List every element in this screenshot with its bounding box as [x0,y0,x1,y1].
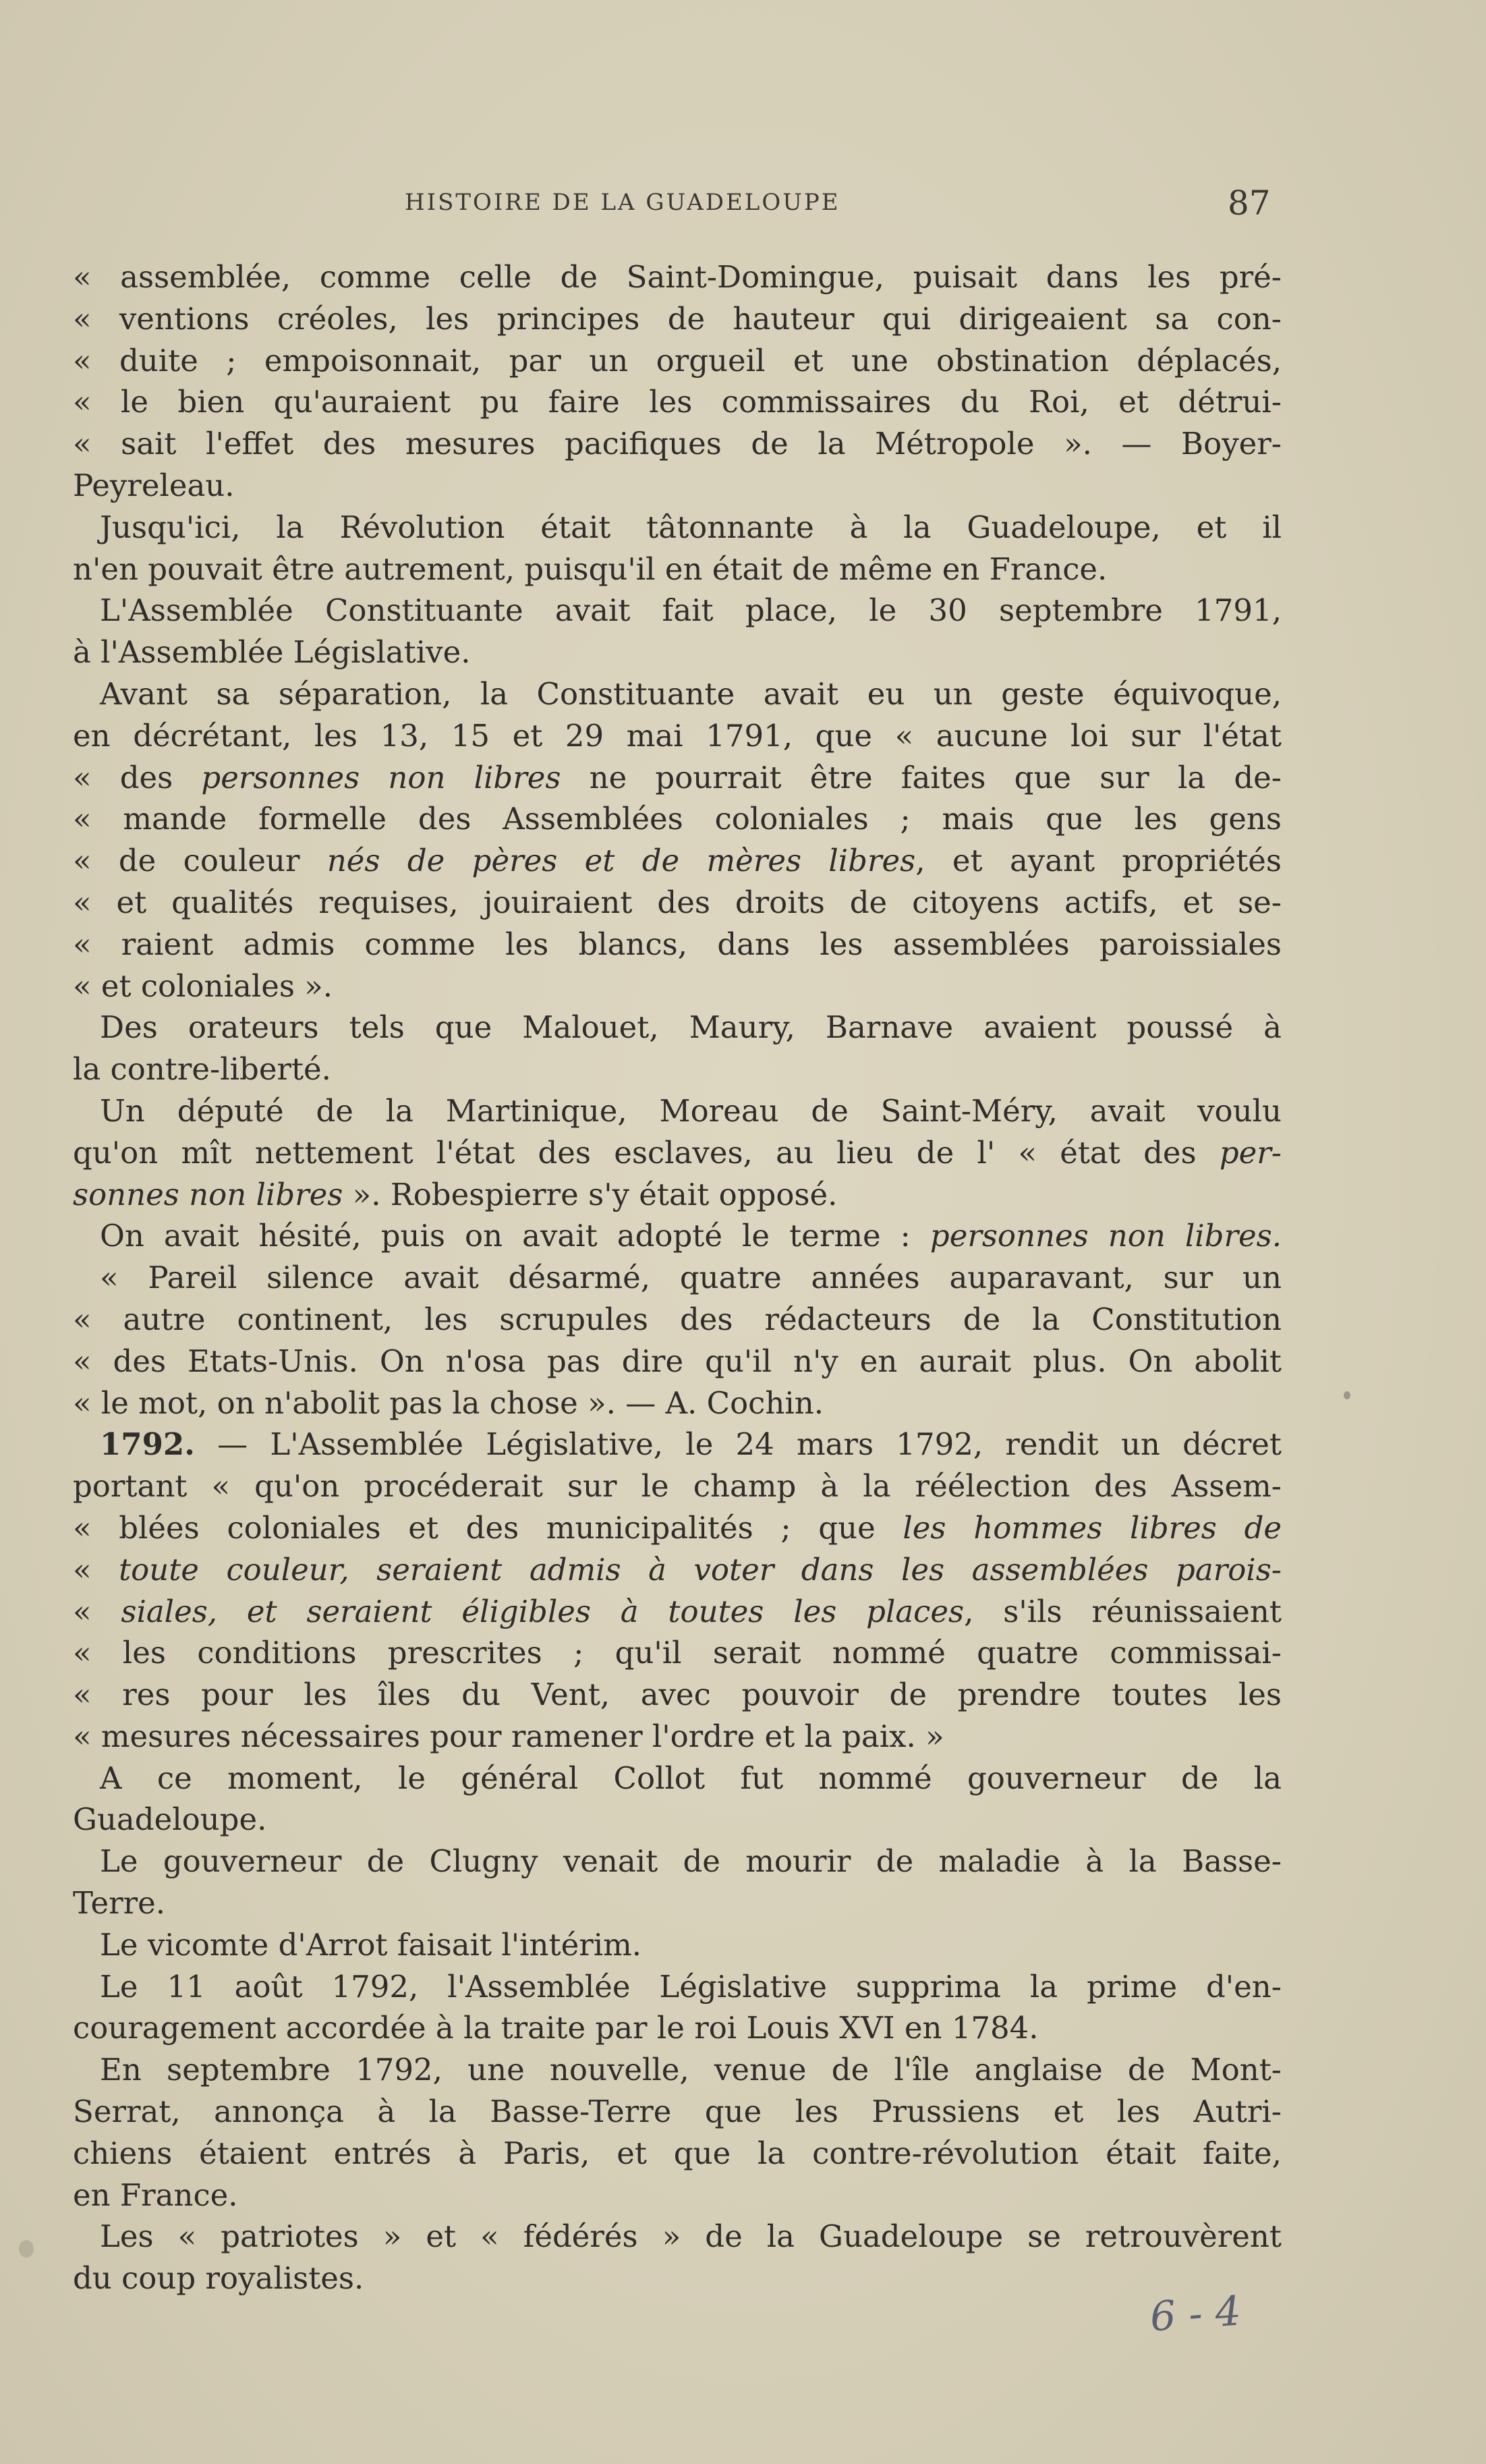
text-segment: sonnes non libres [73,1176,343,1212]
text-segment: du coup royalistes. [73,2260,364,2297]
text-segment: A ce moment, le général Collot fut nommé gouverneur de la [100,1760,1282,1796]
text-segment: « raient admis comme les blancs, dans les assemblées paroissiales [73,926,1282,962]
text-segment: toute couleur, seraient admis à voter dans les assemblées parois- [119,1551,1282,1588]
text-segment: « et coloniales ». [73,968,333,1004]
text-segment: qu'on mît nettement l'état des esclaves, au lieu de l' « état des [73,1134,1220,1171]
text-segment: L'Assemblée Constituante avait fait place, le 30 septembre 1791, [100,592,1282,629]
handwritten-note: 6 - 4 [1148,2287,1243,2341]
text-segment: Un député de la Martinique, Moreau de Saint-Méry, avait voulu [100,1092,1282,1129]
text-line [73,423,1282,465]
text-segment: Jusqu'ici, la Révolution était tâtonnante à la Guadeloupe, et il [100,509,1282,545]
text-line [73,2049,1282,2091]
text-segment: — L'Assemblée Législative, le 24 mars 1792, rendit un décret [194,1426,1282,1463]
text-line [73,1174,1282,1216]
text-line [73,2133,1282,2175]
text-segment: Guadeloupe. [73,1801,267,1838]
text-segment: en décrétant, les 13, 15 et 29 mai 1791, que « aucune loi sur l'état [73,717,1282,754]
text-line [73,2175,1282,2216]
text-segment: à l'Assemblée Législative. [73,634,471,671]
text-segment: ne pourrait être faites que sur la de- [561,759,1282,795]
text-line [73,381,1282,423]
body-text [73,256,1282,2299]
text-line [73,1215,1282,1257]
text-line [73,1799,1282,1841]
text-segment: couragement accordée à la traite par le roi Louis XVI en 1784. [73,2010,1039,2046]
text-line [73,1966,1282,2008]
text-line [73,2091,1282,2133]
text-segment: n'en pouvait être autrement, puisqu'il en était de même en France. [73,551,1108,587]
text-segment: « autre continent, les scrupules des rédacteurs de la Constitution [73,1301,1282,1337]
text-segment: « le mot, on n'abolit pas la chose ». — A. Cochin. [73,1384,824,1421]
text-line [73,298,1282,340]
text-line [73,715,1282,757]
text-line [73,1090,1282,1132]
text-line [73,924,1282,965]
text-segment: « mande formelle des Assemblées coloniales ; mais que les gens [73,801,1282,837]
text-line [73,2258,1282,2299]
page-number: 87 [1228,184,1271,223]
text-line [73,1382,1282,1424]
text-segment: siales, et seraient éligibles à toutes les places [121,1593,965,1629]
text-line [73,1507,1282,1549]
text-segment: « des [73,759,202,795]
text-line [73,1841,1282,1882]
text-segment: les hommes libres de [903,1509,1282,1546]
text-line [73,1882,1282,1924]
text-segment: , s'ils réunissaient [964,1593,1282,1629]
text-segment: portant « qu'on procéderait sur le champ à la réélection des Assem- [73,1468,1282,1505]
text-segment: la contre-liberté. [73,1051,331,1088]
text-segment: « des Etats-Unis. On n'osa pas dire qu'il n'y en aurait plus. On abolit [73,1343,1282,1379]
text-line [73,1007,1282,1048]
text-line [73,1257,1282,1299]
text-line [73,549,1282,590]
running-title: HISTOIRE DE LA GUADELOUPE [405,189,840,216]
text-line [73,1048,1282,1090]
text-segment: chiens étaient entrés à Paris, et que la contre-révolution était faite, [73,2135,1282,2171]
text-segment: 1792. [100,1426,195,1463]
text-segment: En septembre 1792, une nouvelle, venue de l'île anglaise de Mont- [100,2052,1282,2088]
text-line [73,757,1282,799]
text-segment: per- [1219,1134,1282,1171]
text-line [73,1924,1282,1966]
text-line [73,507,1282,549]
text-segment: en France. [73,2177,238,2213]
text-segment: « Pareil silence avait désarmé, quatre années auparavant, sur un [100,1260,1282,1296]
text-segment: Terre. [73,1885,166,1922]
text-segment: « de couleur [73,843,327,879]
text-line [73,1632,1282,1674]
text-segment: « [73,1593,121,1629]
text-segment: Peyreleau. [73,467,235,503]
paper-stain [19,2240,34,2258]
text-segment: « le bien qu'auraient pu faire les commissaires du Roi, et détrui- [73,384,1282,420]
text-line [73,840,1282,882]
text-segment: personnes non libres. [930,1218,1282,1254]
text-line [73,1424,1282,1465]
text-segment: « blées coloniales et des municipalités ; que [73,1509,903,1546]
text-segment: « sait l'effet des mesures pacifiques de la Métropole ». — Boyer- [73,426,1282,462]
text-line [73,256,1282,298]
text-line [73,632,1282,673]
text-line [73,882,1282,924]
text-segment: nés de pères et de mères libres [326,843,916,879]
text-segment: Avant sa séparation, la Constituante avait eu un geste équivoque, [100,675,1282,712]
text-segment: Le vicomte d'Arrot faisait l'intérim. [100,1926,642,1963]
text-segment: « assemblée, comme celle de Saint-Domingue, puisait dans les pré- [73,259,1282,295]
text-line [73,1674,1282,1716]
text-line [73,1465,1282,1507]
text-line [73,590,1282,632]
text-line [73,465,1282,507]
text-line [73,2216,1282,2258]
text-segment: « duite ; empoisonnait, par un orgueil et une obstination déplacés, [73,342,1282,379]
page-header [0,184,1486,231]
text-line [73,1299,1282,1341]
text-segment: Le gouverneur de Clugny venait de mourir de maladie à la Basse- [100,1843,1282,1880]
text-segment: « mesures nécessaires pour ramener l'ordre et la paix. » [73,1718,944,1754]
text-line [73,1341,1282,1382]
ink-spot [1344,1391,1350,1399]
text-line [73,673,1282,715]
text-line [73,1132,1282,1174]
text-line [73,798,1282,840]
text-segment: « et qualités requises, jouiraient des droits de citoyens actifs, et se- [73,884,1282,920]
text-segment: On avait hésité, puis on avait adopté le terme : [100,1218,930,1254]
text-segment: ». Robespierre s'y était opposé. [343,1176,838,1212]
text-segment: personnes non libres [201,759,561,795]
text-line [73,1591,1282,1633]
text-segment: « [73,1551,119,1588]
text-segment: Les « patriotes » et « fédérés » de la Guadeloupe se retrouvèrent [100,2218,1282,2255]
text-line [73,1549,1282,1591]
text-segment: Serrat, annonça à la Basse-Terre que les Prussiens et les Autri- [73,2094,1282,2130]
text-line [73,2007,1282,2049]
text-segment: « res pour les îles du Vent, avec pouvoir de prendre toutes les [73,1677,1282,1713]
text-line [73,965,1282,1007]
text-line [73,1716,1282,1758]
text-line [73,1758,1282,1799]
text-segment: « ventions créoles, les principes de hauteur qui dirigeaient sa con- [73,300,1282,337]
text-line [73,340,1282,382]
text-segment: , et ayant propriétés [915,843,1282,879]
text-segment: « les conditions prescrites ; qu'il serait nommé quatre commissai- [73,1635,1282,1671]
text-segment: Des orateurs tels que Malouet, Maury, Barnave avaient poussé à [100,1009,1282,1046]
text-segment: Le 11 août 1792, l'Assemblée Législative supprima la prime d'en- [100,1968,1282,2005]
